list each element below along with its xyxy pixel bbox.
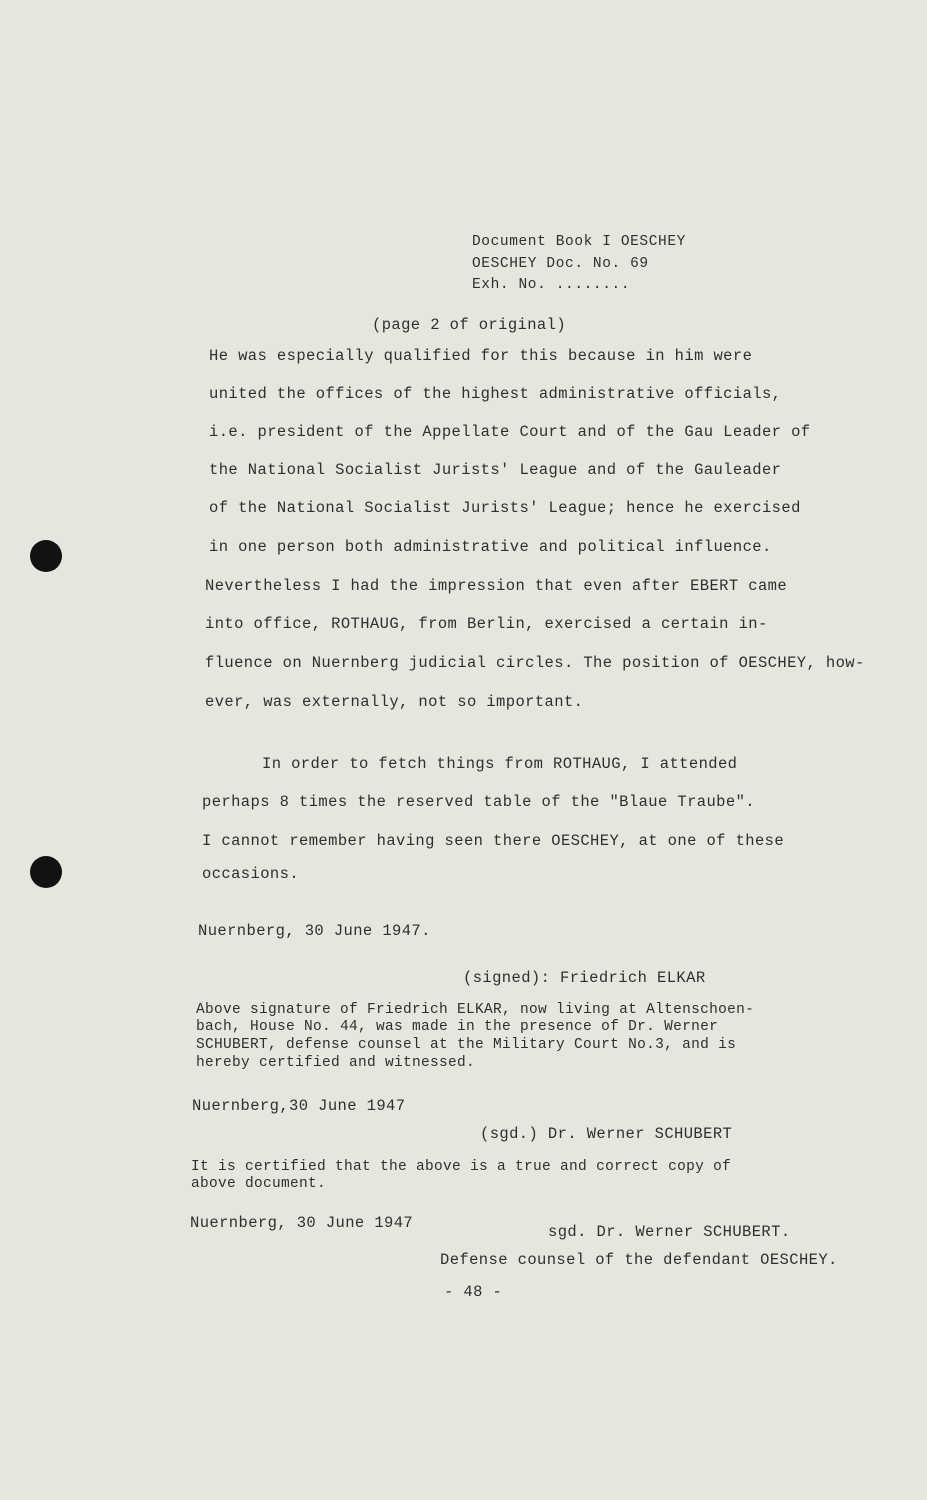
header-doc-book: Document Book I OESCHEY bbox=[472, 234, 686, 250]
cert2-line: It is certified that the above is a true and correct copy of bbox=[191, 1159, 732, 1175]
para2-line: I cannot remember having seen there OESCHEY, at one of these bbox=[202, 832, 785, 850]
cert1-line: bach, House No. 44, was made in the presence of Dr. Werner bbox=[196, 1019, 719, 1035]
cert2-line: above document. bbox=[191, 1176, 327, 1192]
para1-line: in one person both administrative and political influence. bbox=[209, 538, 772, 556]
para2-line: occasions. bbox=[202, 865, 300, 883]
date-line: Nuernberg, 30 June 1947. bbox=[198, 922, 431, 940]
punch-hole-top bbox=[30, 540, 62, 572]
para1-line: fluence on Nuernberg judicial circles. The position of OESCHEY, how- bbox=[205, 654, 865, 672]
page-number: - 48 - bbox=[444, 1283, 503, 1301]
para1-line: united the offices of the highest administrative officials, bbox=[209, 385, 782, 403]
para1-line: into office, ROTHAUG, from Berlin, exercised a certain in- bbox=[205, 615, 768, 633]
cert1-line: hereby certified and witnessed. bbox=[196, 1055, 476, 1071]
signed-elkar: (signed): Friedrich ELKAR bbox=[463, 969, 706, 987]
signer-title: Defense counsel of the defendant OESCHEY. bbox=[440, 1251, 838, 1269]
para2-line: In order to fetch things from ROTHAUG, I attended bbox=[262, 755, 738, 773]
para2-line: perhaps 8 times the reserved table of the "Blaue Traube". bbox=[202, 793, 755, 811]
date-line: Nuernberg,30 June 1947 bbox=[192, 1097, 406, 1115]
signed-schubert-final: sgd. Dr. Werner SCHUBERT. bbox=[548, 1223, 791, 1241]
header-doc-no: OESCHEY Doc. No. 69 bbox=[472, 256, 649, 272]
para1-line: i.e. president of the Appellate Court and of the Gau Leader of bbox=[209, 423, 811, 441]
page-note: (page 2 of original) bbox=[372, 316, 567, 334]
para1-line: of the National Socialist Jurists' League; hence he exercised bbox=[209, 499, 801, 517]
para1-line: the National Socialist Jurists' League and of the Gauleader bbox=[209, 461, 782, 479]
signed-schubert: (sgd.) Dr. Werner SCHUBERT bbox=[480, 1125, 733, 1143]
para1-line: Nevertheless I had the impression that even after EBERT came bbox=[205, 577, 788, 595]
para1-line: He was especially qualified for this because in him were bbox=[209, 347, 753, 365]
date-line: Nuernberg, 30 June 1947 bbox=[190, 1214, 414, 1232]
para1-line: ever, was externally, not so important. bbox=[205, 693, 584, 711]
header-exh-no: Exh. No. ........ bbox=[472, 277, 631, 293]
cert1-line: Above signature of Friedrich ELKAR, now living at Altenschoen- bbox=[196, 1002, 755, 1018]
cert1-line: SCHUBERT, defense counsel at the Military Court No.3, and is bbox=[196, 1037, 737, 1053]
punch-hole-bottom bbox=[30, 856, 62, 888]
